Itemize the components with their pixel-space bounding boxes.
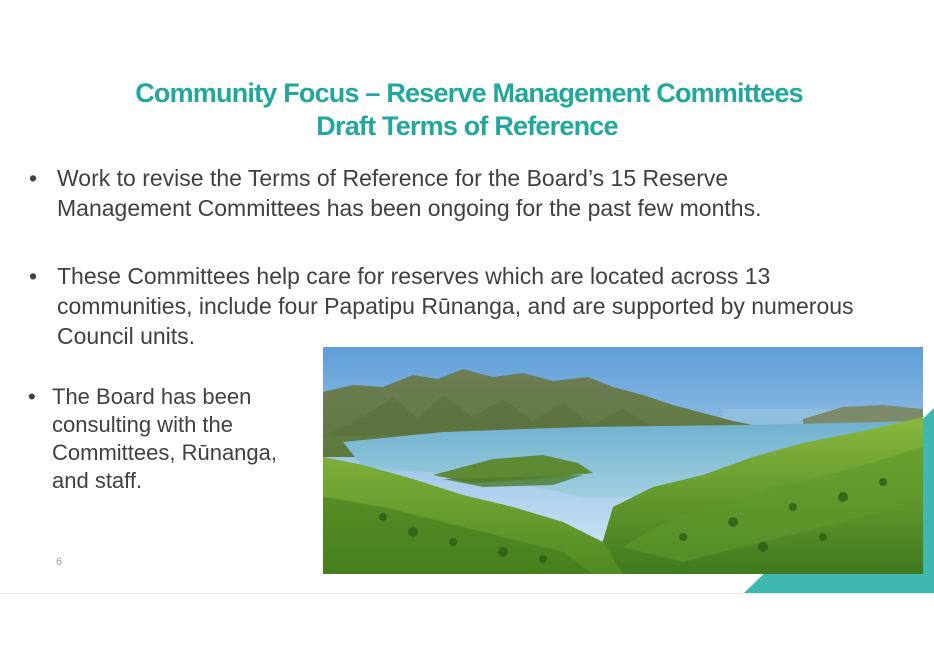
bullet-item-2: [29, 261, 887, 351]
bullet-marker: •: [29, 263, 38, 289]
bullet-item-1: [29, 163, 837, 223]
viewer-background: [0, 593, 934, 662]
bullet-marker: •: [29, 165, 38, 191]
bullet-item-3: [28, 383, 302, 495]
slide-title: Community Focus – Reserve Management Committees: [135, 78, 803, 108]
bullet-marker: •: [28, 384, 36, 409]
bullet-text: Work to revise the Terms of Reference for the Board’s 15 Reserve Management Committees has been ongoing for the past few months.: [57, 165, 762, 221]
harbour-landscape-photo: [323, 347, 923, 574]
slide-subtitle: Draft Terms of Reference: [316, 111, 618, 141]
bullet-text: The Board has been consulting with the Committees, Rūnanga, and staff.: [52, 384, 277, 493]
page-number: 6: [56, 556, 63, 568]
bullet-text: These Committees help care for reserves which are located across 13 communities, include four Papatipu Rūnanga, and are supported by numerous Council units.: [57, 263, 854, 349]
